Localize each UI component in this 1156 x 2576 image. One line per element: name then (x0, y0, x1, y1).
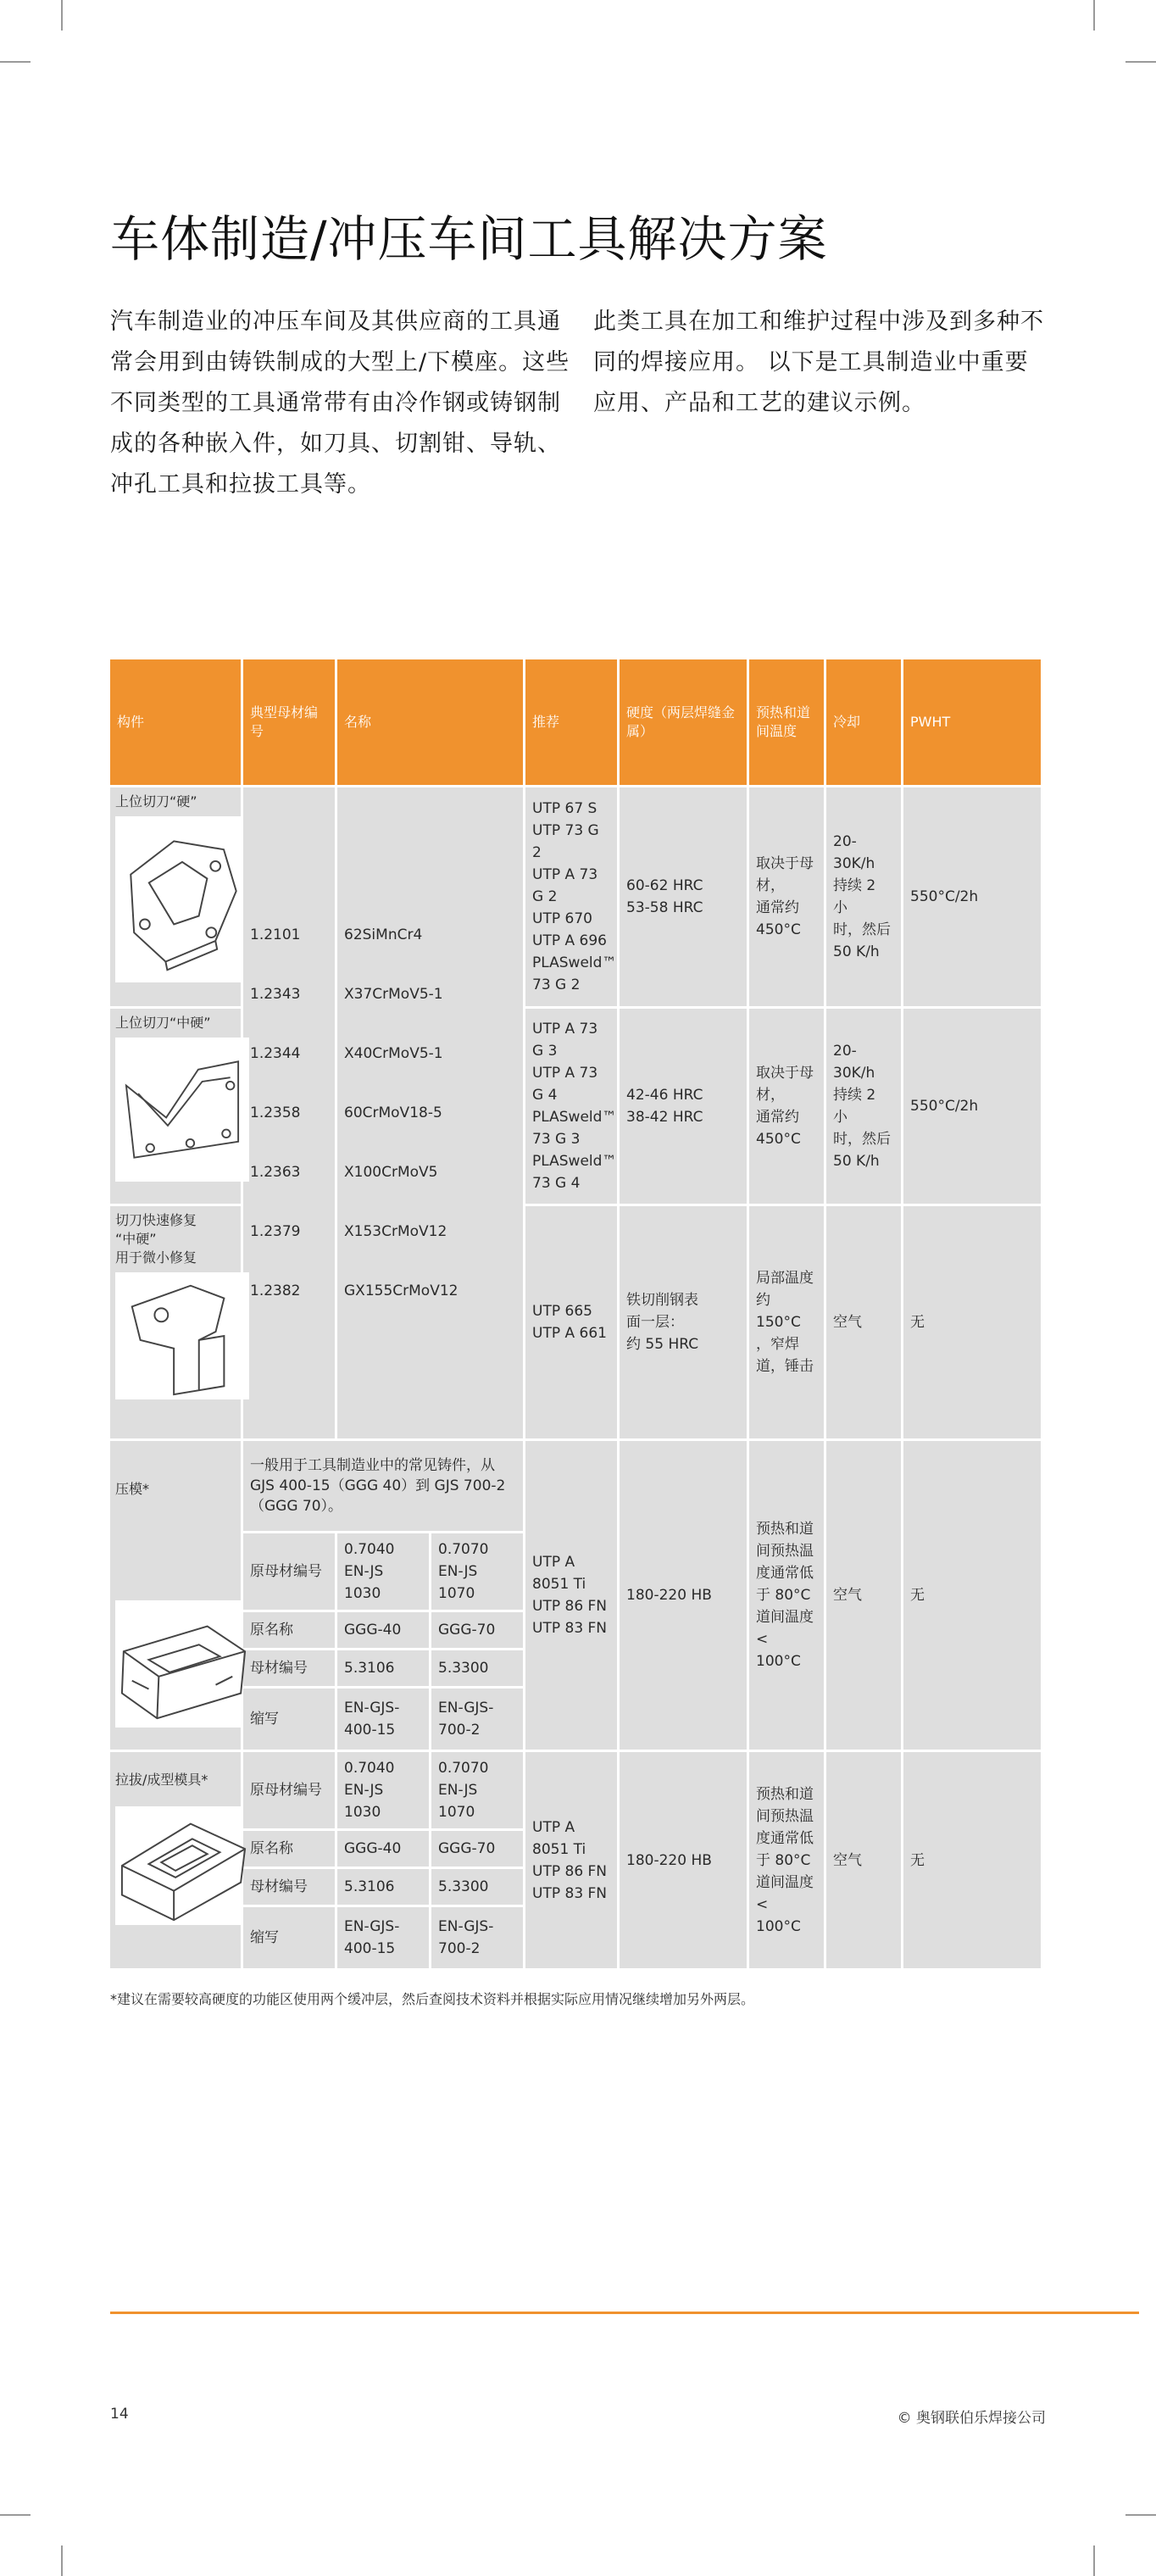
material-value: GGG-40 (337, 1831, 429, 1867)
material-name-list (337, 787, 523, 1438)
material-value: 5.3106 (337, 1650, 429, 1686)
base-number: 1.2343 (250, 986, 301, 1003)
upper-cutter-hard-image (115, 816, 249, 982)
material-value: 0.7040 EN-JS 1030 (337, 1752, 429, 1828)
material-value: GGG-70 (431, 1612, 523, 1648)
material-value: GGG-40 (337, 1612, 429, 1648)
material-name: 62SiMnCr4 (344, 926, 423, 943)
hardness-cell: 60-62 HRC 53-58 HRC (620, 787, 747, 1006)
material-name: X40CrMoV5-1 (344, 1045, 443, 1062)
pwht-cell: 550°C/2h (903, 787, 1041, 1006)
part-name: 拉拔/成型模具* (115, 1772, 208, 1788)
base-number: 1.2101 (250, 926, 301, 943)
recommend-cell: UTP A 73 G 3 UTP A 73 G 4 PLASweld™ 73 G 3 PLASweld™ 73 G 4 (525, 1009, 617, 1204)
base-number: 1.2363 (250, 1164, 301, 1181)
material-label: 原母材编号 (243, 1533, 335, 1610)
press-die-image (115, 1600, 249, 1728)
header-pwht: PWHT (903, 659, 1041, 785)
hardness-cell: 42-46 HRC 38-42 HRC (620, 1009, 747, 1204)
upper-cutter-medium-image (115, 1038, 249, 1182)
table-header-row (110, 659, 1041, 785)
material-value: EN-GJS- 400-15 (337, 1689, 429, 1750)
part-cell (110, 1009, 241, 1204)
material-label: 母材编号 (243, 1869, 335, 1905)
part-cell (110, 1206, 241, 1438)
table-row (110, 1441, 1041, 1531)
material-value: 5.3300 (431, 1650, 523, 1686)
header-preheat: 预热和道间温度 (749, 659, 824, 785)
material-name: X37CrMoV5-1 (344, 986, 443, 1003)
recommend-cell: UTP A 8051 Ti UTP 86 FN UTP 83 FN (525, 1752, 617, 1968)
drawing-die-image (115, 1806, 249, 1925)
material-label: 缩写 (243, 1907, 335, 1968)
crop-mark (61, 0, 63, 31)
copyright: © 奥钢联伯乐焊接公司 (897, 2410, 1046, 2427)
tool-solution-table (108, 657, 1043, 1971)
pwht-cell: 550°C/2h (903, 1009, 1041, 1204)
quick-repair-cutter-image (115, 1272, 249, 1399)
header-part: 构件 (110, 659, 241, 785)
material-label: 原名称 (243, 1612, 335, 1648)
recommend-cell: UTP 67 S UTP 73 G 2 UTP A 73 G 2 UTP 670 UTP A 696 PLASweld™ 73 G 2 (525, 787, 617, 1006)
base-number: 1.2379 (250, 1223, 301, 1240)
footnote: *建议在需要较高硬度的功能区使用两个缓冲层，然后查阅技术资料并根据实际应用情况继续增加另外两层。 (110, 1991, 755, 2007)
preheat-cell: 预热和道间预热温 度通常低于 80°C 道间温度< 100°C (749, 1441, 824, 1750)
header-name: 名称 (337, 659, 523, 785)
part-cell (110, 787, 241, 1006)
material-name: X153CrMoV12 (344, 1223, 447, 1240)
base-number: 1.2382 (250, 1282, 301, 1299)
material-label: 母材编号 (243, 1650, 335, 1686)
cooling-cell: 空气 (826, 1441, 901, 1750)
crop-mark (1125, 61, 1156, 63)
pwht-cell: 无 (903, 1752, 1041, 1968)
part-name: 压模* (115, 1481, 150, 1497)
table-row (110, 787, 1041, 1006)
table-row (110, 1752, 1041, 1828)
base-number: 1.2344 (250, 1045, 301, 1062)
crop-mark (1125, 2514, 1156, 2516)
page-title: 车体制造/冲压车间工具解决方案 (110, 210, 828, 268)
footer-rule (110, 2312, 1139, 2314)
material-value: 5.3300 (431, 1869, 523, 1905)
header-base-number: 典型母材编号 (243, 659, 335, 785)
crop-mark (1093, 0, 1095, 31)
part-cell (110, 1441, 241, 1750)
material-value: EN-GJS- 700-2 (431, 1689, 523, 1750)
base-number-list (243, 787, 335, 1438)
material-value: 0.7040 EN-JS 1030 (337, 1533, 429, 1610)
header-recommend: 推荐 (525, 659, 617, 785)
hardness-cell: 铁切削钢表 面一层： 约 55 HRC (620, 1206, 747, 1438)
cooling-cell: 空气 (826, 1206, 901, 1438)
material-label: 原名称 (243, 1831, 335, 1867)
crop-mark (0, 61, 31, 63)
material-label: 原母材编号 (243, 1752, 335, 1828)
crop-mark (0, 2514, 31, 2516)
part-cell (110, 1752, 241, 1968)
pwht-cell: 无 (903, 1441, 1041, 1750)
cooling-cell: 20-30K/h 持续 2 小 时，然后 50 K/h (826, 787, 901, 1006)
preheat-cell: 预热和道间预热温 度通常低于 80°C 道间温度< 100°C (749, 1752, 824, 1968)
pwht-cell: 无 (903, 1206, 1041, 1438)
material-value: 5.3106 (337, 1869, 429, 1905)
press-intro: 一般用于工具制造业中的常见铸件，从 GJS 400-15（GGG 40）到 GJS 700-2（GGG 70）。 (243, 1441, 523, 1531)
base-number: 1.2358 (250, 1104, 301, 1121)
intro-paragraph-right: 此类工具在加工和维护过程中涉及到多种不同的焊接应用。 以下是工具制造业中重要应用、产品和工艺的建议示例。 (593, 309, 1044, 416)
hardness-cell: 180-220 HB (620, 1441, 747, 1750)
recommend-cell: UTP A 8051 Ti UTP 86 FN UTP 83 FN (525, 1441, 617, 1750)
page-number: 14 (110, 2406, 129, 2423)
material-name: X100CrMoV5 (344, 1164, 438, 1181)
material-value: EN-GJS- 400-15 (337, 1907, 429, 1968)
material-name: 60CrMoV18-5 (344, 1104, 442, 1121)
material-label: 缩写 (243, 1689, 335, 1750)
crop-mark (61, 2545, 63, 2576)
material-name: GX155CrMoV12 (344, 1282, 459, 1299)
material-value: GGG-70 (431, 1831, 523, 1867)
cooling-cell: 空气 (826, 1752, 901, 1968)
header-hardness: 硬度（两层焊缝金属） (620, 659, 747, 785)
crop-mark (1093, 2545, 1095, 2576)
part-name: 上位切刀“硬” (115, 793, 197, 810)
intro-paragraph-left: 汽车制造业的冲压车间及其供应商的工具通常会用到由铸铁制成的大型上/下模座。这些不同类型的工具通常带有由冷作钢或铸钢制成的各种嵌入件，如刀具、切割钳、导轨、冲孔工具和拉拔工具等。 (110, 309, 570, 498)
cooling-cell: 20-30K/h 持续 2 小 时，然后 50 K/h (826, 1009, 901, 1204)
recommend-cell: UTP 665 UTP A 661 (525, 1206, 617, 1438)
hardness-cell: 180-220 HB (620, 1752, 747, 1968)
part-name: 切刀快速修复 “中硬” 用于微小修复 (115, 1212, 197, 1266)
preheat-cell: 局部温度约 150°C ，窄焊道，锤击 (749, 1206, 824, 1438)
preheat-cell: 取决于母材， 通常约 450°C (749, 1009, 824, 1204)
preheat-cell: 取决于母材， 通常约 450°C (749, 787, 824, 1006)
header-cooling: 冷却 (826, 659, 901, 785)
part-name: 上位切刀“中硬” (115, 1015, 211, 1031)
material-value: 0.7070 EN-JS 1070 (431, 1752, 523, 1828)
material-value: EN-GJS- 700-2 (431, 1907, 523, 1968)
material-value: 0.7070 EN-JS 1070 (431, 1533, 523, 1610)
